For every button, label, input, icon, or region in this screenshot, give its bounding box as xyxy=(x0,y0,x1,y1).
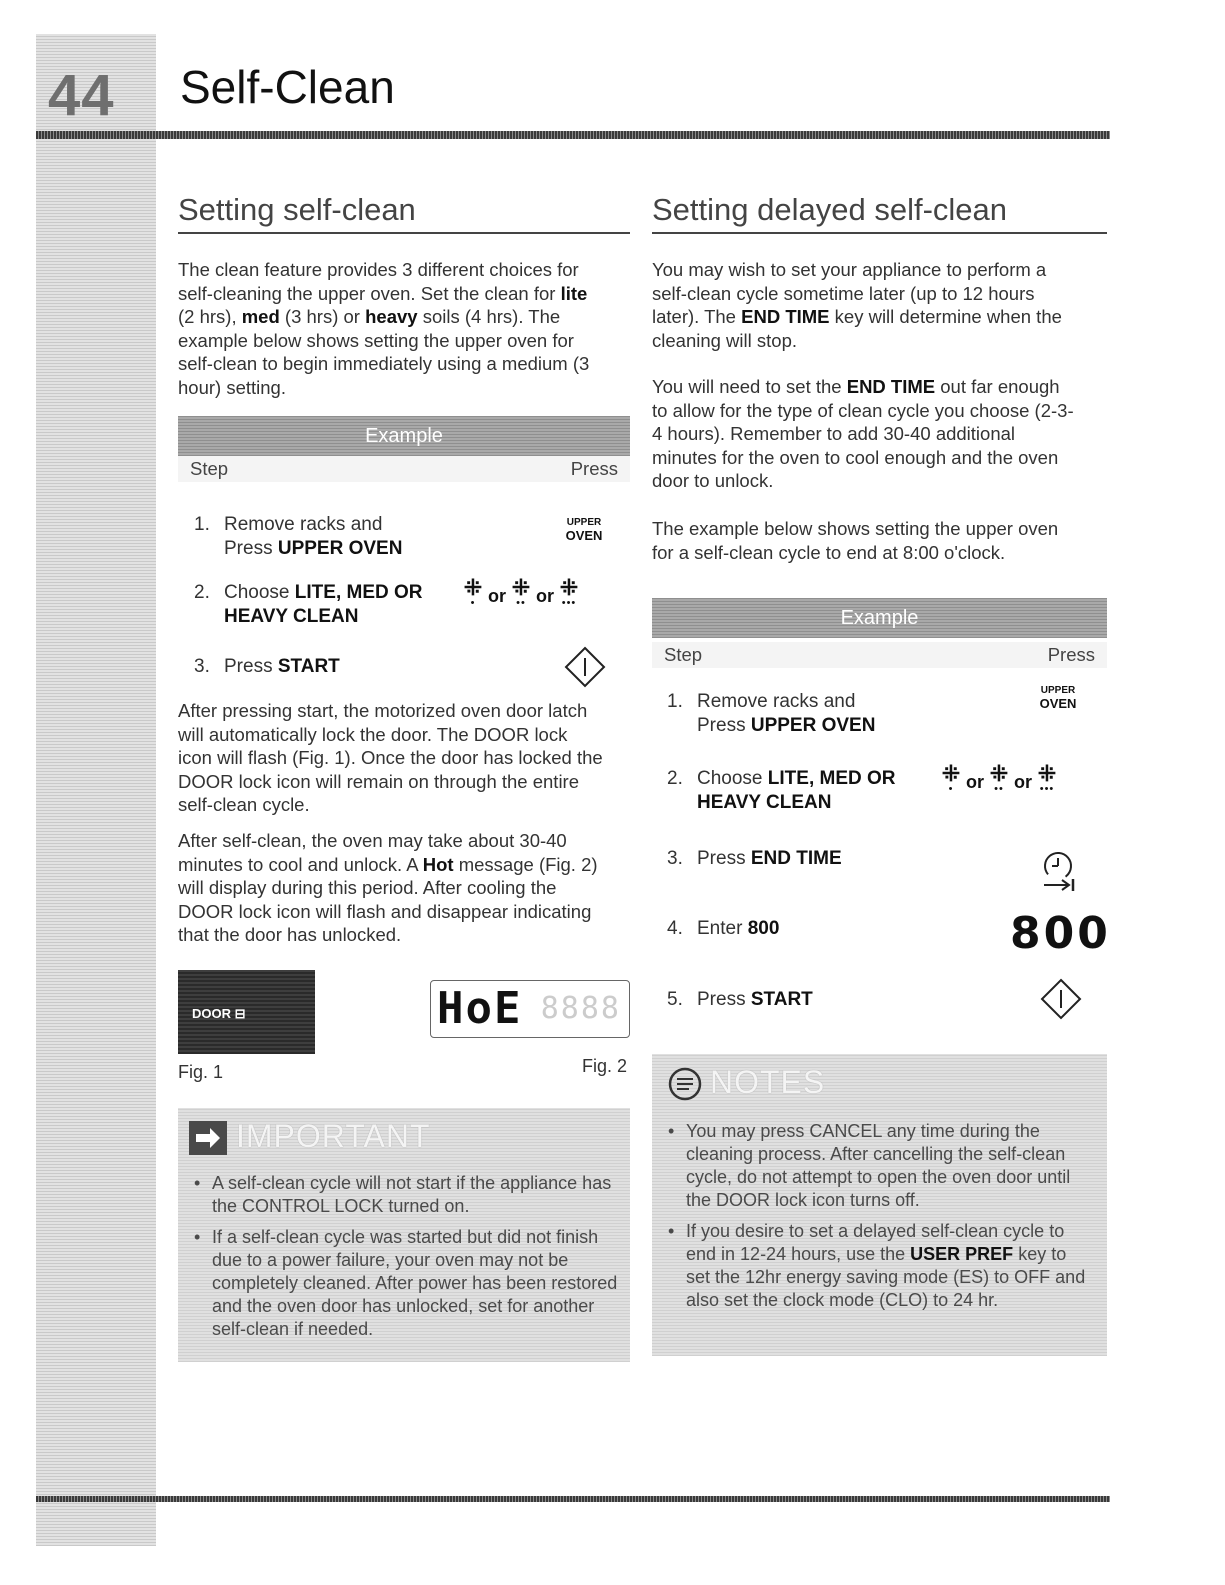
step-line: Choose xyxy=(697,768,768,789)
page-number: 44 xyxy=(48,63,115,128)
heavy-clean-icon: ⁜ ••• xyxy=(559,575,579,609)
notes-box xyxy=(652,1054,1107,1356)
footer-rule xyxy=(36,1496,1110,1502)
key-label-line: UPPER xyxy=(566,517,602,528)
notes-bullet: • If you desire to set a delayed self-clean cycle to end in 12-24 hours, use the USER PREF key to set the 12hr energy saving mode (ES) to OFF and also set the clock mode (CLO) to 24 hr. xyxy=(662,1220,1092,1312)
step-number: 1. xyxy=(667,691,683,712)
step-line: Enter xyxy=(697,918,748,939)
important-heading: IMPORTANT xyxy=(236,1118,431,1154)
text-line: DOOR lock icon will flash and disappear indicating xyxy=(178,900,592,922)
page-title: Self-Clean xyxy=(180,61,395,113)
step-key: END TIME xyxy=(750,848,842,869)
lock-icon: ⊟ xyxy=(234,1006,246,1021)
fig-2-caption: Fig. 2 xyxy=(582,1056,628,1076)
entry-800-display: 800 xyxy=(1010,908,1111,959)
step-key: HEAVY CLEAN xyxy=(224,606,359,627)
page-sidebar xyxy=(36,34,156,1546)
door-lock-label xyxy=(192,1006,246,1022)
key-label-line: UPPER xyxy=(1040,685,1076,696)
step-3 xyxy=(194,655,454,681)
key-label-line: OVEN xyxy=(1039,696,1077,711)
upper-oven-key xyxy=(1034,684,1082,710)
step-line: Choose xyxy=(224,582,295,603)
step-1 xyxy=(667,690,967,740)
text-line: After self-clean, the oven may take about 30-40 xyxy=(178,830,567,851)
text-line: cleaning will stop. xyxy=(652,329,797,351)
step-key: 800 xyxy=(747,918,780,939)
step-text xyxy=(224,513,402,561)
step-text xyxy=(224,581,423,629)
start-key-icon xyxy=(564,646,606,688)
text-line: door to unlock. xyxy=(652,470,774,491)
door-latch-paragraph xyxy=(178,699,633,817)
step-line: Remove racks and xyxy=(697,691,856,712)
step-line: Press xyxy=(697,848,751,869)
step-key: UPPER OVEN xyxy=(277,538,403,559)
text-line: The clean feature provides 3 different choices for xyxy=(178,259,579,280)
heavy-clean-icon: ⁜ ••• xyxy=(1037,761,1057,795)
text-line: self-clean cycle sometime later (up to 12 hours xyxy=(652,282,1035,304)
step-text xyxy=(224,655,340,679)
important-bullet: • If a self-clean cycle was started but did not finish due to a power failure, your oven may not be completely cleaned. After power has been restored and the oven door has unlocked, set for another self-clean if needed. xyxy=(188,1226,618,1341)
text-line: will display during this period. After cooling the xyxy=(178,877,557,898)
step-key: HEAVY CLEAN xyxy=(697,792,832,813)
step-text xyxy=(697,917,779,941)
arrow-icon xyxy=(188,1120,228,1156)
step-line: Press xyxy=(224,656,278,677)
med-clean-icon: ⁜ •• xyxy=(989,761,1009,795)
example-bar: Example xyxy=(178,416,630,456)
section-heading-self-clean: Setting self-clean xyxy=(178,192,630,234)
text-line: minutes for the oven to cool enough and the oven xyxy=(652,446,1059,468)
press-column-label: Press xyxy=(1047,644,1095,665)
step-line: Press xyxy=(697,989,751,1010)
step-line: Press xyxy=(697,715,751,736)
or-text: or xyxy=(488,586,506,606)
text-line: You may wish to set your appliance to perform a xyxy=(652,259,1047,280)
step-number: 3. xyxy=(194,656,210,677)
text-line: for a self-clean cycle to end at 8:00 o'clock. xyxy=(652,541,1006,563)
step-text xyxy=(697,847,842,871)
text-line: (2 hrs), med (3 hrs) or heavy soils (4 hrs). The xyxy=(178,306,561,327)
figure-1-door-lock xyxy=(178,970,315,1054)
step-key: START xyxy=(750,989,813,1010)
text-line: self-clean to begin immediately using a medium (3 xyxy=(178,353,590,374)
step-4 xyxy=(667,917,927,943)
section-heading-delayed-self-clean: Setting delayed self-clean xyxy=(652,192,1107,234)
or-text: or xyxy=(966,772,984,792)
lite-clean-icon: ⁜ • xyxy=(941,761,961,795)
end-time-paragraph xyxy=(652,375,1107,493)
step-key: START xyxy=(277,656,340,677)
notes-icon xyxy=(666,1066,704,1102)
or-text: or xyxy=(1014,772,1032,792)
key-label-line: OVEN xyxy=(565,528,603,543)
text-line: later). The END TIME key will determine when the xyxy=(652,306,1062,327)
text-line: You will need to set the END TIME out far enough xyxy=(652,376,1060,397)
door-label: DOOR xyxy=(192,1006,231,1021)
clean-level-icons xyxy=(940,761,1058,795)
step-number: 5. xyxy=(667,989,683,1010)
step-line: Press xyxy=(224,538,278,559)
step-5 xyxy=(667,988,927,1014)
text-line: self-cleaning the upper oven. Set the clean for lite xyxy=(178,282,588,304)
upper-oven-key xyxy=(560,516,608,542)
text-line: to allow for the type of clean cycle you choose (2-3- xyxy=(652,399,1074,421)
step-key: LITE, MED OR xyxy=(294,582,423,603)
text-line: DOOR lock icon will remain on through the entire xyxy=(178,770,580,792)
example-bar: Example xyxy=(652,598,1107,638)
step-column-label: Step xyxy=(664,644,703,665)
press-column-label: Press xyxy=(570,458,618,479)
step-press-header xyxy=(178,456,630,482)
text-line: will automatically lock the door. The DOOR lock xyxy=(178,723,568,745)
notes-heading: NOTES xyxy=(710,1064,826,1100)
text-line: minutes to cool and unlock. A Hot message (Fig. 2) xyxy=(178,853,598,875)
step-key: LITE, MED OR xyxy=(767,768,896,789)
header-rule xyxy=(36,131,1110,139)
step-press-header xyxy=(652,642,1107,668)
text-line: self-clean cycle. xyxy=(178,794,310,815)
hot-message-paragraph xyxy=(178,829,633,947)
clean-level-icons xyxy=(462,575,580,609)
step-2 xyxy=(667,767,927,817)
step-text xyxy=(697,767,896,815)
step-2 xyxy=(194,581,454,631)
text-line: After pressing start, the motorized oven door latch xyxy=(178,700,588,721)
step-number: 3. xyxy=(667,848,683,869)
step-key: UPPER OVEN xyxy=(750,715,876,736)
figure-2-hot-display xyxy=(430,980,630,1038)
self-clean-intro xyxy=(178,258,633,399)
med-clean-icon: ⁜ •• xyxy=(511,575,531,609)
or-text: or xyxy=(536,586,554,606)
important-list xyxy=(188,1172,618,1349)
text-line: that the door has unlocked. xyxy=(178,924,402,945)
example-intro xyxy=(652,517,1107,564)
important-bullet: • A self-clean cycle will not start if the appliance has the CONTROL LOCK turned on. xyxy=(188,1172,618,1218)
step-3 xyxy=(667,847,927,873)
hot-message-display: HoE xyxy=(437,983,523,1034)
step-line: Remove racks and xyxy=(224,514,383,535)
text-line: 4 hours). Remember to add 30-40 additional xyxy=(652,423,1016,444)
notes-bullet: • You may press CANCEL any time during the cleaning process. After cancelling the self-clean cycle, do not attempt to open the oven door until the DOOR lock icon turns off. xyxy=(662,1120,1092,1212)
step-number: 2. xyxy=(194,582,210,603)
lite-clean-icon: ⁜ • xyxy=(463,575,483,609)
important-box xyxy=(178,1108,630,1362)
delayed-intro xyxy=(652,258,1107,352)
text-line: hour) setting. xyxy=(178,376,286,398)
end-time-key-icon xyxy=(1038,850,1078,892)
notes-list xyxy=(662,1120,1092,1320)
step-1 xyxy=(194,513,494,563)
fig-1-caption: Fig. 1 xyxy=(178,1062,224,1082)
step-text xyxy=(697,690,875,738)
step-column-label: Step xyxy=(190,458,229,479)
step-number: 2. xyxy=(667,768,683,789)
text-line: icon will flash (Fig. 1). Once the door has locked the xyxy=(178,747,603,768)
text-line: example below shows setting the upper oven for xyxy=(178,329,574,351)
unlit-digits: 8888 xyxy=(540,991,621,1026)
step-number: 1. xyxy=(194,514,210,535)
text-line: The example below shows setting the upper oven xyxy=(652,518,1059,539)
step-number: 4. xyxy=(667,918,683,939)
step-text xyxy=(697,988,813,1012)
start-key-icon xyxy=(1040,978,1082,1020)
